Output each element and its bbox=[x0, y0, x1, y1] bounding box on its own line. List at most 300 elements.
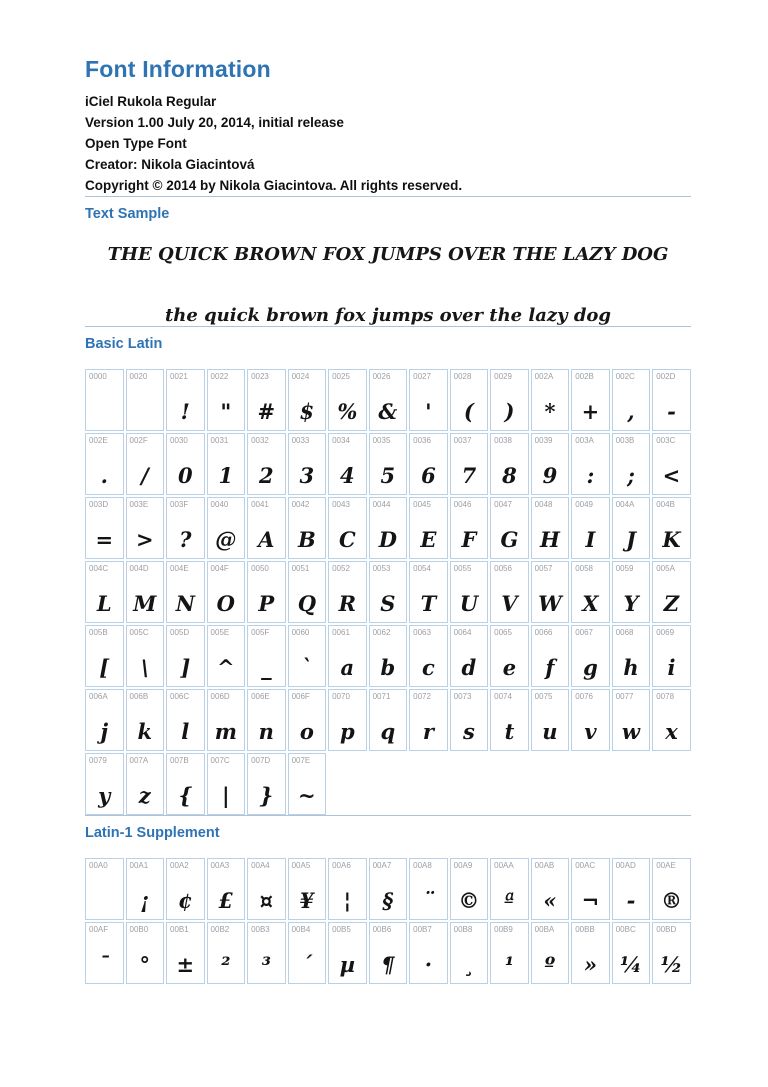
glyph-row bbox=[85, 625, 691, 687]
font-type: Open Type Font bbox=[85, 136, 187, 151]
font-version: Version 1.00 July 20, 2014, initial release bbox=[85, 115, 344, 130]
glyph-cell bbox=[85, 753, 124, 815]
glyph-cell bbox=[126, 689, 165, 751]
glyph-sample: $ bbox=[299, 399, 315, 424]
glyph-sample: B bbox=[297, 527, 316, 552]
codepoint-label: 007B bbox=[170, 756, 189, 765]
codepoint-label: 0043 bbox=[332, 500, 350, 509]
glyph-cell bbox=[450, 433, 489, 495]
glyph-sample: b bbox=[380, 655, 396, 680]
codepoint-label: 006E bbox=[251, 692, 270, 701]
glyph-cell bbox=[126, 497, 165, 559]
glyph-sample: ? bbox=[179, 527, 192, 552]
glyph-cell bbox=[207, 369, 246, 431]
glyph-sample: K bbox=[662, 527, 681, 552]
glyph-cell bbox=[409, 858, 448, 920]
codepoint-label: 00A0 bbox=[89, 861, 108, 870]
glyph-cell bbox=[207, 497, 246, 559]
glyph-row bbox=[85, 369, 691, 431]
glyph-sample: 8 bbox=[502, 463, 517, 488]
glyph-cell bbox=[328, 858, 367, 920]
glyph-cell bbox=[531, 369, 570, 431]
codepoint-label: 004B bbox=[656, 500, 675, 509]
codepoint-label: 005B bbox=[89, 628, 108, 637]
codepoint-label: 0070 bbox=[332, 692, 350, 701]
codepoint-label: 004A bbox=[615, 500, 635, 509]
glyph-sample: J bbox=[625, 527, 636, 552]
glyph-cell bbox=[126, 433, 165, 495]
codepoint-label: 0033 bbox=[291, 436, 310, 445]
glyph-cell bbox=[328, 689, 367, 751]
glyph-cell bbox=[247, 625, 286, 687]
glyph-sample: 1 bbox=[218, 463, 234, 488]
glyph-sample: X bbox=[582, 591, 599, 616]
font-creator: Creator: Nikola Giacintová bbox=[85, 157, 255, 172]
codepoint-label: 002E bbox=[89, 436, 108, 445]
codepoint-label: 00A4 bbox=[251, 861, 270, 870]
glyph-sample: ¡ bbox=[140, 888, 150, 913]
codepoint-label: 00BB bbox=[575, 925, 595, 934]
codepoint-label: 0060 bbox=[291, 628, 310, 637]
glyph-cell bbox=[531, 858, 570, 920]
glyph-cell bbox=[450, 689, 489, 751]
glyph-cell bbox=[612, 369, 651, 431]
codepoint-label: 0028 bbox=[453, 372, 472, 381]
codepoint-label: 006F bbox=[291, 692, 310, 701]
codepoint-label: 0073 bbox=[453, 692, 472, 701]
glyph-sample: P bbox=[258, 591, 275, 616]
codepoint-label: 00B3 bbox=[251, 925, 270, 934]
codepoint-label: 0034 bbox=[332, 436, 350, 445]
glyph-sample bbox=[86, 913, 123, 919]
glyph-cell bbox=[85, 369, 124, 431]
glyph-cell bbox=[328, 922, 367, 984]
glyph-sample: [ bbox=[99, 655, 110, 680]
glyph-cell bbox=[166, 689, 205, 751]
glyph-sample: ¥ bbox=[299, 888, 315, 913]
glyph-cell bbox=[207, 689, 246, 751]
basic-latin-glyph-table bbox=[85, 369, 691, 815]
glyph-sample: ® bbox=[660, 888, 682, 913]
codepoint-label: 0041 bbox=[251, 500, 269, 509]
glyph-row bbox=[85, 497, 691, 559]
glyph-cell bbox=[247, 689, 286, 751]
glyph-sample: # bbox=[257, 399, 276, 424]
glyph-cell bbox=[531, 561, 570, 623]
glyph-sample: ² bbox=[221, 952, 231, 977]
glyph-cell bbox=[126, 625, 165, 687]
codepoint-label: 0025 bbox=[332, 372, 350, 381]
codepoint-label: 0062 bbox=[372, 628, 391, 637]
glyph-cell bbox=[531, 497, 570, 559]
codepoint-label: 007C bbox=[210, 756, 230, 765]
codepoint-label: 0000 bbox=[89, 372, 107, 381]
codepoint-label: 0074 bbox=[494, 692, 512, 701]
codepoint-label: 006D bbox=[210, 692, 230, 701]
glyph-cell bbox=[85, 858, 124, 920]
glyph-cell bbox=[288, 497, 327, 559]
codepoint-label: 00A8 bbox=[413, 861, 432, 870]
codepoint-label: 00B5 bbox=[332, 925, 351, 934]
codepoint-label: 00B2 bbox=[210, 925, 230, 934]
glyph-sample: } bbox=[259, 783, 274, 808]
glyph-cell bbox=[612, 858, 651, 920]
codepoint-label: 0072 bbox=[413, 692, 431, 701]
codepoint-label: 0036 bbox=[413, 436, 431, 445]
page-bottom-margin bbox=[85, 984, 691, 1031]
glyph-sample: ° bbox=[139, 952, 151, 977]
glyph-cell bbox=[450, 858, 489, 920]
glyph-cell bbox=[126, 922, 165, 984]
glyph-sample: H bbox=[540, 527, 560, 552]
codepoint-label: 006C bbox=[170, 692, 190, 701]
codepoint-label: 003B bbox=[615, 436, 635, 445]
glyph-sample: d bbox=[461, 655, 477, 680]
glyph-cell bbox=[166, 858, 205, 920]
glyph-cell bbox=[288, 689, 327, 751]
codepoint-label: 004D bbox=[129, 564, 149, 573]
codepoint-label: 0076 bbox=[575, 692, 593, 701]
glyph-sample: ¤ bbox=[259, 888, 273, 913]
codepoint-label: 006B bbox=[129, 692, 149, 701]
glyph-cell bbox=[328, 369, 367, 431]
glyph-cell bbox=[369, 433, 408, 495]
codepoint-label: 002C bbox=[615, 372, 635, 381]
glyph-cell bbox=[409, 369, 448, 431]
glyph-sample: ! bbox=[180, 399, 190, 424]
glyph-cell bbox=[288, 433, 327, 495]
glyph-sample: - bbox=[626, 888, 636, 913]
codepoint-label: 00AE bbox=[656, 861, 676, 870]
glyph-cell bbox=[207, 858, 246, 920]
codepoint-label: 0037 bbox=[453, 436, 472, 445]
codepoint-label: 0039 bbox=[534, 436, 553, 445]
glyph-cell bbox=[652, 497, 691, 559]
glyph-sample: w bbox=[621, 719, 640, 744]
glyph-sample: £ bbox=[218, 888, 234, 913]
glyph-sample: * bbox=[544, 399, 556, 424]
section-divider bbox=[85, 815, 691, 816]
glyph-sample: ; bbox=[627, 463, 635, 488]
glyph-cell bbox=[531, 433, 570, 495]
codepoint-label: 00AC bbox=[575, 861, 596, 870]
codepoint-label: 0055 bbox=[453, 564, 472, 573]
glyph-cell bbox=[409, 625, 448, 687]
glyph-cell bbox=[288, 858, 327, 920]
glyph-row bbox=[85, 922, 691, 984]
codepoint-label: 00B4 bbox=[291, 925, 311, 934]
glyph-cell bbox=[571, 433, 610, 495]
glyph-sample: D bbox=[378, 527, 397, 552]
glyph-sample: f bbox=[545, 655, 555, 680]
glyph-sample: q bbox=[380, 719, 396, 744]
codepoint-label: 0066 bbox=[534, 628, 553, 637]
glyph-cell bbox=[450, 561, 489, 623]
glyph-cell bbox=[166, 369, 205, 431]
glyph-sample: a bbox=[340, 655, 355, 680]
glyph-cell bbox=[612, 625, 651, 687]
glyph-cell bbox=[328, 625, 367, 687]
glyph-cell bbox=[571, 922, 610, 984]
codepoint-label: 00BC bbox=[615, 925, 636, 934]
glyph-sample: o bbox=[299, 719, 314, 744]
codepoint-label: 0052 bbox=[332, 564, 350, 573]
codepoint-label: 0022 bbox=[210, 372, 229, 381]
text-sample-lowercase: the quick brown fox jumps over the lazy dog bbox=[164, 305, 612, 326]
glyph-cell bbox=[490, 689, 529, 751]
glyph-cell bbox=[652, 858, 691, 920]
glyph-cell bbox=[247, 922, 286, 984]
codepoint-label: 003D bbox=[89, 500, 109, 509]
glyph-cell bbox=[571, 625, 610, 687]
codepoint-label: 003C bbox=[656, 436, 676, 445]
glyph-cell bbox=[328, 433, 367, 495]
glyph-cell bbox=[166, 753, 205, 815]
glyph-cell bbox=[166, 561, 205, 623]
glyph-cell bbox=[409, 689, 448, 751]
glyph-cell bbox=[450, 497, 489, 559]
codepoint-label: 003F bbox=[170, 500, 189, 509]
glyph-sample: L bbox=[96, 591, 112, 616]
glyph-sample: V bbox=[501, 591, 518, 616]
codepoint-label: 00A3 bbox=[210, 861, 230, 870]
codepoint-label: 0050 bbox=[251, 564, 269, 573]
glyph-cell bbox=[369, 625, 408, 687]
glyph-sample: ¢ bbox=[177, 888, 193, 913]
codepoint-label: 0048 bbox=[534, 500, 553, 509]
glyph-sample: Z bbox=[663, 591, 680, 616]
glyph-cell bbox=[571, 497, 610, 559]
glyph-sample bbox=[127, 424, 164, 430]
glyph-sample: 3 bbox=[299, 463, 315, 488]
glyph-cell bbox=[288, 369, 327, 431]
glyph-sample: 9 bbox=[542, 463, 558, 488]
glyph-sample: S bbox=[380, 591, 396, 616]
glyph-sample: « bbox=[543, 888, 557, 913]
glyph-sample: m bbox=[214, 719, 237, 744]
glyph-sample: l bbox=[181, 719, 190, 744]
glyph-cell bbox=[652, 625, 691, 687]
codepoint-label: 002B bbox=[575, 372, 594, 381]
glyph-cell bbox=[409, 922, 448, 984]
codepoint-label: 002D bbox=[656, 372, 676, 381]
glyph-cell bbox=[85, 433, 124, 495]
glyph-sample: " bbox=[220, 399, 232, 424]
glyph-sample: / bbox=[140, 463, 149, 488]
glyph-sample: · bbox=[424, 952, 433, 977]
glyph-sample: \ bbox=[140, 655, 149, 680]
glyph-cell bbox=[85, 922, 124, 984]
glyph-sample: µ bbox=[339, 952, 356, 977]
glyph-cell bbox=[571, 689, 610, 751]
glyph-sample bbox=[86, 424, 123, 430]
glyph-cell bbox=[652, 561, 691, 623]
glyph-sample: : bbox=[586, 463, 595, 488]
glyph-sample: ` bbox=[301, 655, 313, 680]
glyph-sample: ] bbox=[180, 655, 191, 680]
codepoint-label: 00B6 bbox=[372, 925, 392, 934]
codepoint-label: 0031 bbox=[210, 436, 229, 445]
glyph-cell bbox=[247, 433, 286, 495]
glyph-cell bbox=[531, 922, 570, 984]
codepoint-label: 0078 bbox=[656, 692, 675, 701]
glyph-sample: | bbox=[221, 783, 230, 808]
glyph-cell bbox=[490, 922, 529, 984]
glyph-sample: % bbox=[337, 399, 358, 424]
glyph-row bbox=[85, 561, 691, 623]
glyph-cell bbox=[490, 625, 529, 687]
codepoint-label: 0049 bbox=[575, 500, 593, 509]
glyph-sample: O bbox=[216, 591, 235, 616]
glyph-sample: » bbox=[583, 952, 597, 977]
glyph-cell bbox=[166, 433, 205, 495]
glyph-cell bbox=[652, 689, 691, 751]
codepoint-label: 003E bbox=[129, 500, 149, 509]
glyph-cell bbox=[328, 561, 367, 623]
glyph-sample: y bbox=[98, 783, 111, 808]
glyph-sample: G bbox=[500, 527, 519, 552]
glyph-sample: ¨ bbox=[423, 888, 434, 913]
codepoint-label: 00B0 bbox=[129, 925, 149, 934]
glyph-cell bbox=[652, 369, 691, 431]
codepoint-label: 003A bbox=[575, 436, 594, 445]
codepoint-label: 007E bbox=[291, 756, 311, 765]
section-divider bbox=[85, 326, 691, 327]
glyph-sample: ¬ bbox=[581, 888, 600, 913]
glyph-cell bbox=[409, 433, 448, 495]
glyph-sample: U bbox=[459, 591, 479, 616]
glyph-sample: 5 bbox=[380, 463, 396, 488]
section-heading-text-sample: Text Sample bbox=[85, 206, 170, 222]
glyph-sample: - bbox=[667, 399, 676, 424]
codepoint-label: 0026 bbox=[372, 372, 391, 381]
glyph-cell bbox=[409, 497, 448, 559]
codepoint-label: 0032 bbox=[251, 436, 269, 445]
glyph-row bbox=[85, 433, 691, 495]
codepoint-label: 0024 bbox=[291, 372, 310, 381]
codepoint-label: 0079 bbox=[89, 756, 107, 765]
codepoint-label: 0077 bbox=[615, 692, 634, 701]
glyph-cell bbox=[652, 922, 691, 984]
glyph-sample: p bbox=[340, 719, 355, 744]
codepoint-label: 0059 bbox=[615, 564, 634, 573]
glyph-cell bbox=[166, 497, 205, 559]
glyph-cell bbox=[369, 922, 408, 984]
glyph-sample: + bbox=[581, 399, 600, 424]
codepoint-label: 00A2 bbox=[170, 861, 189, 870]
glyph-sample: º bbox=[544, 952, 556, 977]
glyph-sample: = bbox=[95, 527, 114, 552]
glyph-cell bbox=[126, 369, 165, 431]
codepoint-label: 006A bbox=[89, 692, 108, 701]
glyph-sample: ³ bbox=[261, 952, 271, 977]
glyph-cell bbox=[531, 625, 570, 687]
glyph-cell bbox=[247, 858, 286, 920]
latin1-supplement-glyph-table bbox=[85, 858, 691, 984]
glyph-cell bbox=[126, 561, 165, 623]
glyph-cell bbox=[288, 625, 327, 687]
codepoint-label: 0040 bbox=[210, 500, 229, 509]
codepoint-label: 00B9 bbox=[494, 925, 513, 934]
codepoint-label: 005D bbox=[170, 628, 190, 637]
glyph-cell bbox=[490, 858, 529, 920]
codepoint-label: 002A bbox=[534, 372, 554, 381]
codepoint-label: 0045 bbox=[413, 500, 431, 509]
glyph-sample: _ bbox=[261, 655, 272, 680]
glyph-sample: ± bbox=[176, 952, 195, 977]
glyph-sample: j bbox=[100, 719, 109, 744]
glyph-sample: n bbox=[258, 719, 274, 744]
glyph-cell bbox=[490, 369, 529, 431]
glyph-cell bbox=[531, 689, 570, 751]
glyph-sample: ´ bbox=[301, 952, 313, 977]
glyph-sample: Q bbox=[297, 591, 316, 616]
text-sample-uppercase: THE QUICK BROWN FOX JUMPS OVER THE LAZY DOG bbox=[107, 244, 669, 265]
glyph-cell bbox=[247, 753, 286, 815]
codepoint-label: 005E bbox=[210, 628, 230, 637]
glyph-cell bbox=[207, 753, 246, 815]
glyph-sample: 2 bbox=[259, 463, 274, 488]
glyph-cell bbox=[612, 689, 651, 751]
codepoint-label: 0064 bbox=[453, 628, 472, 637]
glyph-cell bbox=[166, 625, 205, 687]
codepoint-label: 00A1 bbox=[129, 861, 149, 870]
glyph-cell bbox=[247, 369, 286, 431]
glyph-sample: r bbox=[422, 719, 434, 744]
glyph-cell bbox=[612, 433, 651, 495]
glyph-sample: ¸ bbox=[463, 952, 475, 977]
glyph-sample: C bbox=[338, 527, 356, 552]
codepoint-label: 00BA bbox=[534, 925, 555, 934]
codepoint-label: 00A5 bbox=[291, 861, 311, 870]
glyph-sample: ª bbox=[504, 888, 515, 913]
codepoint-label: 00B1 bbox=[170, 925, 189, 934]
glyph-sample: ¦ bbox=[343, 888, 352, 913]
glyph-sample: § bbox=[382, 888, 394, 913]
codepoint-label: 007A bbox=[129, 756, 149, 765]
glyph-cell bbox=[247, 497, 286, 559]
glyph-sample: ~ bbox=[298, 783, 316, 808]
glyph-sample: R bbox=[338, 591, 357, 616]
codepoint-label: 0047 bbox=[494, 500, 512, 509]
glyph-sample: ½ bbox=[660, 952, 683, 977]
codepoint-label: 0029 bbox=[494, 372, 512, 381]
glyph-cell bbox=[409, 561, 448, 623]
glyph-sample: @ bbox=[215, 527, 237, 552]
glyph-cell bbox=[288, 922, 327, 984]
glyph-cell bbox=[571, 369, 610, 431]
codepoint-label: 0057 bbox=[534, 564, 553, 573]
glyph-sample: x bbox=[665, 719, 678, 744]
codepoint-label: 00AB bbox=[534, 861, 555, 870]
codepoint-label: 005C bbox=[129, 628, 149, 637]
glyph-row bbox=[85, 689, 691, 751]
glyph-sample: E bbox=[420, 527, 437, 552]
glyph-sample: u bbox=[542, 719, 558, 744]
glyph-sample: ( bbox=[463, 399, 474, 424]
glyph-sample: 0 bbox=[177, 463, 193, 488]
codepoint-label: 00AA bbox=[494, 861, 514, 870]
codepoint-label: 0035 bbox=[372, 436, 391, 445]
glyph-sample: ¯ bbox=[99, 952, 110, 977]
codepoint-label: 0065 bbox=[494, 628, 512, 637]
glyph-sample: 6 bbox=[421, 463, 436, 488]
glyph-cell bbox=[288, 561, 327, 623]
codepoint-label: 0027 bbox=[413, 372, 431, 381]
glyph-sample: . bbox=[100, 463, 108, 488]
glyph-cell bbox=[652, 433, 691, 495]
glyph-sample: > bbox=[135, 527, 154, 552]
